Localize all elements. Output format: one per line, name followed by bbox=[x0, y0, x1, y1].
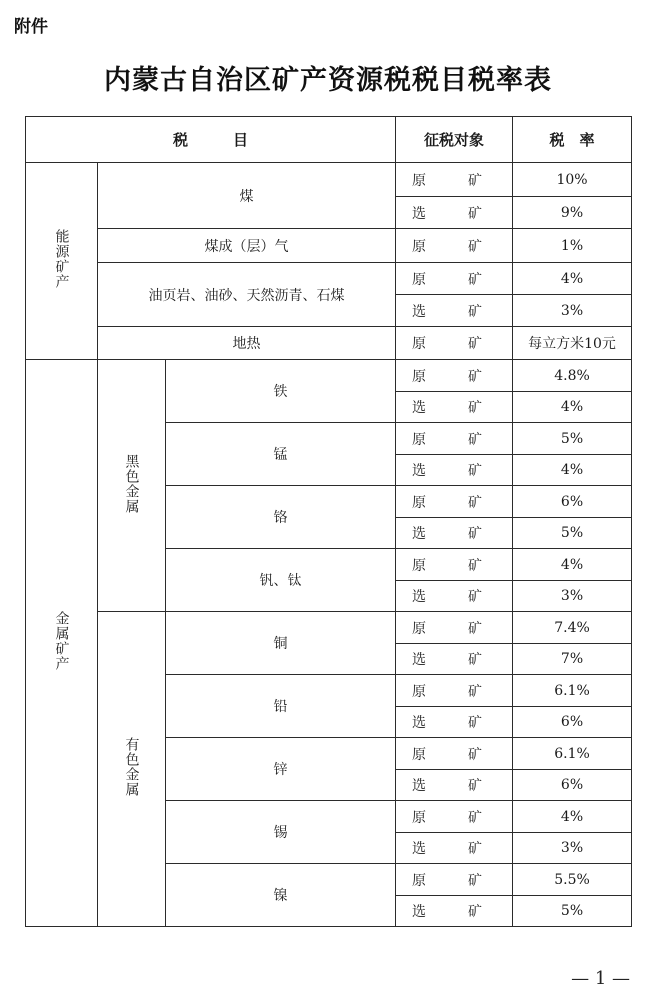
target-cell: 选 矿 bbox=[396, 770, 513, 801]
table-row bbox=[26, 360, 632, 392]
item-chromium: 铬 bbox=[166, 486, 396, 549]
item-tin: 锡 bbox=[166, 801, 396, 864]
category-metal: 金属矿产 bbox=[26, 360, 98, 927]
subcategory-nonferrous: 有色金属 bbox=[98, 612, 166, 927]
item-geothermal: 地热 bbox=[98, 327, 396, 360]
rate-cell: 4% bbox=[513, 455, 632, 486]
rate-cell: 5% bbox=[513, 423, 632, 455]
table-row bbox=[26, 327, 632, 360]
rate-cell: 3% bbox=[513, 295, 632, 327]
rate-cell: 4% bbox=[513, 392, 632, 423]
item-iron: 铁 bbox=[166, 360, 396, 423]
item-lead: 铅 bbox=[166, 675, 396, 738]
target-cell: 原 矿 bbox=[396, 864, 513, 896]
target-cell: 原 矿 bbox=[396, 327, 513, 360]
header-object: 征税对象 bbox=[396, 117, 513, 163]
item-coal: 煤 bbox=[98, 163, 396, 229]
table-row bbox=[26, 612, 632, 644]
target-cell: 选 矿 bbox=[396, 707, 513, 738]
rate-cell: 6.1% bbox=[513, 738, 632, 770]
rate-cell: 3% bbox=[513, 833, 632, 864]
target-cell: 原 矿 bbox=[396, 675, 513, 707]
target-cell: 原 矿 bbox=[396, 801, 513, 833]
item-vanadium-titanium: 钒、钛 bbox=[166, 549, 396, 612]
rate-cell: 4% bbox=[513, 801, 632, 833]
target-cell: 选 矿 bbox=[396, 197, 513, 229]
rate-cell: 6% bbox=[513, 770, 632, 801]
rate-cell: 5% bbox=[513, 896, 632, 927]
rate-cell: 5% bbox=[513, 518, 632, 549]
target-cell: 选 矿 bbox=[396, 295, 513, 327]
document-title: 内蒙古自治区矿产资源税税目税率表 bbox=[104, 65, 552, 96]
rate-cell: 7% bbox=[513, 644, 632, 675]
target-cell: 原 矿 bbox=[396, 263, 513, 295]
item-oil-shale: 油页岩、油砂、天然沥青、石煤 bbox=[98, 263, 396, 327]
rate-cell: 5.5% bbox=[513, 864, 632, 896]
target-cell: 原 矿 bbox=[396, 738, 513, 770]
target-cell: 原 矿 bbox=[396, 360, 513, 392]
rate-cell: 4% bbox=[513, 263, 632, 295]
target-cell: 原 矿 bbox=[396, 229, 513, 263]
item-zinc: 锌 bbox=[166, 738, 396, 801]
rate-cell: 4% bbox=[513, 549, 632, 581]
target-cell: 选 矿 bbox=[396, 896, 513, 927]
target-cell: 原 矿 bbox=[396, 423, 513, 455]
item-copper: 铜 bbox=[166, 612, 396, 675]
target-cell: 原 矿 bbox=[396, 163, 513, 197]
item-manganese: 锰 bbox=[166, 423, 396, 486]
target-cell: 选 矿 bbox=[396, 644, 513, 675]
target-cell: 原 矿 bbox=[396, 612, 513, 644]
rate-cell: 9% bbox=[513, 197, 632, 229]
category-energy: 能源矿产 bbox=[26, 163, 98, 360]
table-row bbox=[26, 163, 632, 197]
rate-cell: 1% bbox=[513, 229, 632, 263]
rate-cell: 6% bbox=[513, 486, 632, 518]
attachment-label: 附件 bbox=[14, 17, 48, 37]
item-coalbed-methane: 煤成（层）气 bbox=[98, 229, 396, 263]
rate-cell: 每立方米10元 bbox=[513, 327, 632, 360]
table-header-row bbox=[26, 117, 632, 163]
header-item: 税 目 bbox=[26, 117, 396, 163]
rate-cell: 6.1% bbox=[513, 675, 632, 707]
rate-cell: 7.4% bbox=[513, 612, 632, 644]
rate-cell: 4.8% bbox=[513, 360, 632, 392]
target-cell: 选 矿 bbox=[396, 518, 513, 549]
page-number: — 1 — bbox=[571, 968, 630, 989]
target-cell: 选 矿 bbox=[396, 581, 513, 612]
header-rate: 税 率 bbox=[513, 117, 632, 163]
target-cell: 选 矿 bbox=[396, 455, 513, 486]
subcategory-ferrous: 黑色金属 bbox=[98, 360, 166, 612]
target-cell: 原 矿 bbox=[396, 486, 513, 518]
item-nickel: 镍 bbox=[166, 864, 396, 927]
rate-cell: 10% bbox=[513, 163, 632, 197]
table-row bbox=[26, 229, 632, 263]
target-cell: 选 矿 bbox=[396, 392, 513, 423]
rate-cell: 6% bbox=[513, 707, 632, 738]
target-cell: 选 矿 bbox=[396, 833, 513, 864]
rate-cell: 3% bbox=[513, 581, 632, 612]
tax-rate-table bbox=[25, 116, 632, 927]
target-cell: 原 矿 bbox=[396, 549, 513, 581]
table-row bbox=[26, 263, 632, 295]
